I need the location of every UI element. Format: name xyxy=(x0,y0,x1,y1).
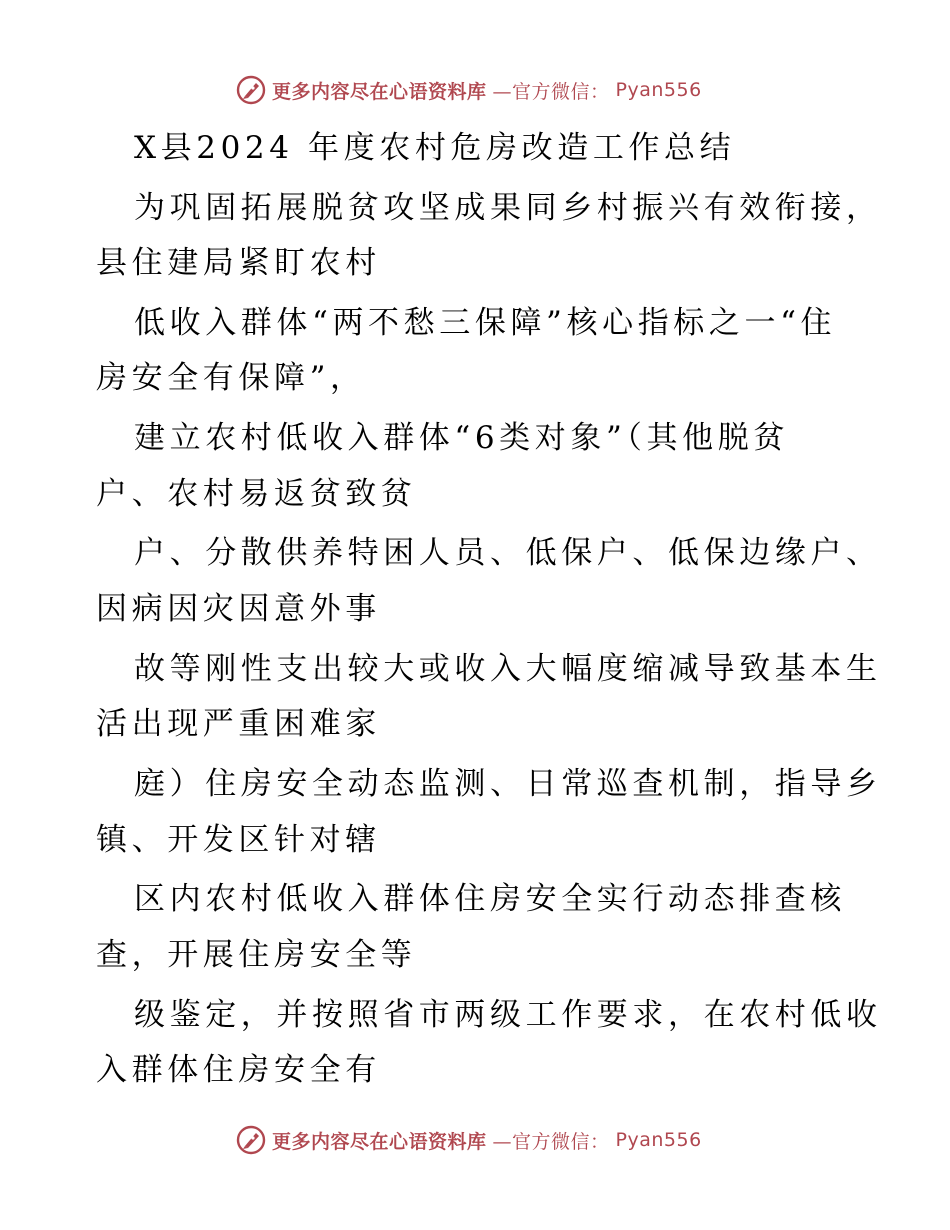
watermark-wechat-id: Pyan556 xyxy=(615,1129,702,1151)
paragraph-line: 房安全有保障”， xyxy=(96,360,366,396)
pen-nib-logo-icon xyxy=(236,75,266,105)
watermark-text: 更多内容尽在心语资料库 xyxy=(272,1130,487,1153)
paragraph-line: 因病因灾因意外事 xyxy=(96,591,381,627)
paragraph-line: 户、分散供养特困人员、低保户、低保边缘户、 xyxy=(134,535,882,571)
paragraph-line: 查，开展住房安全等 xyxy=(96,937,417,973)
document-title: X县2024 年度农村危房改造工作总结 xyxy=(134,130,736,166)
paragraph-line: 级鉴定，并按照省市两级工作要求，在农村低收 xyxy=(134,997,882,1033)
paragraph-line: 庭）住房安全动态监测、日常巡查机制，指导乡 xyxy=(134,766,882,802)
watermark-separator: —官方微信： xyxy=(492,80,610,103)
watermark-separator: —官方微信： xyxy=(492,1130,610,1153)
paragraph-line: 故等刚性支出较大或收入大幅度缩减导致基本生 xyxy=(134,651,882,687)
paragraph-line: 镇、开发区针对辖 xyxy=(96,822,381,858)
watermark-text: 更多内容尽在心语资料库 xyxy=(272,80,487,103)
footer-watermark xyxy=(236,1123,702,1157)
paragraph-line: 为巩固拓展脱贫攻坚成果同乡村振兴有效衔接， xyxy=(134,190,882,226)
paragraph-line: 建立农村低收入群体“6类对象”（其他脱贫 xyxy=(134,420,789,456)
paragraph-line: 户、农村易返贫致贫 xyxy=(96,476,417,512)
paragraph-line: 县住建局紧盯农村 xyxy=(96,245,381,281)
watermark-wechat-id: Pyan556 xyxy=(615,79,702,101)
paragraph-line: 活出现严重困难家 xyxy=(96,706,381,742)
paragraph-line: 区内农村低收入群体住房安全实行动态排查核 xyxy=(134,881,846,917)
paragraph-line: 入群体住房安全有 xyxy=(96,1052,381,1088)
header-watermark xyxy=(236,73,702,107)
pen-nib-logo-icon xyxy=(236,1125,266,1155)
paragraph-line: 低收入群体“两不愁三保障”核心指标之一“住 xyxy=(134,305,837,341)
